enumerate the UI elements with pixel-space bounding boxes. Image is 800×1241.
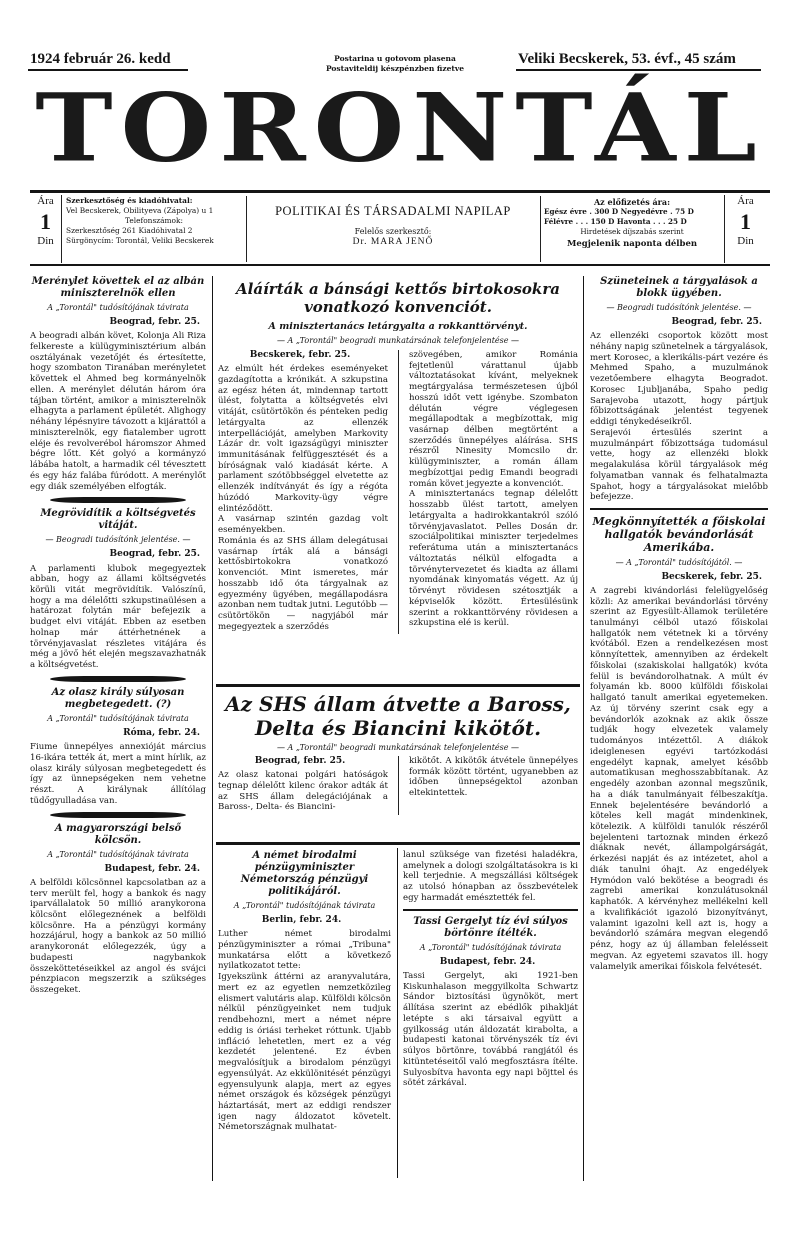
ports-body-right: kikötőt. A kikötők átvétele ünnepélyes formák között történt, ugyanebben az időben ünnepségektol azonban eltekintettek.: [408, 756, 578, 799]
phone-line-2: Sürgönycím: Torontál, Veliki Becskerek: [66, 236, 214, 245]
center-rule-2: [216, 842, 580, 845]
volume-underline: [516, 69, 761, 71]
article-budget-body: A parlamenti klubok megegyeztek abban, hogy az állami költségvetés körüli vitát megrövidítik. Valószínű, hogy a ma délelőtti szkupstinaülésen a határozat folytán már befejezik a budget elvi vitáját. Ebben az esetben holnap már áttérhetnének a törvényjavaslat részletes vitájára és még a jövő hét elején megszavazhatnák a költségvetést.: [30, 563, 206, 671]
newspaper-title: TORONTÁL: [35, 72, 765, 183]
blokk-title: Szüneteinek a tárgyalások a blokk ügyében.: [600, 276, 758, 299]
phone-line-1: Szerkesztőség 261 Kiadóhivatal 2: [66, 226, 193, 235]
tassi-dateline: Budapest, febr. 24.: [439, 956, 536, 967]
tassi-source: A „Torontál" tudósítójának távirata: [419, 942, 562, 952]
price-value-right: 1: [740, 208, 751, 234]
price-box-right: [724, 195, 766, 263]
price-label-left: Ára: [37, 195, 54, 207]
students-dateline: Becskerek, febr. 25.: [661, 571, 762, 582]
german-minister-continued: lanul szüksége van fizetési haladékra, amelynek a dologi szolgáltatásokra is ki kell terjednie. A megszállási költségek az utolsó hónapban az összbevételek egy harmadát emésztették fel.: [403, 850, 578, 903]
article-budget-dateline: Beograd, febr. 25.: [109, 549, 200, 560]
ports-dateline: Beograd, febr. 25.: [254, 756, 346, 766]
issue-date: 1924 február 26. kedd: [30, 51, 171, 67]
blokk-body: Az ellenzéki csoportok között most néhány napig szünetelnek a tárgyalások, mert Korosec, a klerikális-párt vezére és Mehmed Spaho, a muzulmánok vezetőembere elhagyta Beogradot. Korosec Ljubljanába, Spaho pedig Sarajevoba utazott, hogy pártjuk főbizottságának jelentést tegyenek eddigi ténykedéseikről. Serajevói értesülés szerint a muzulmánpárt főbizottsága tudomásul vette, hogy az ellenzéki blokk megalakulása körül tárgyalások még folyamatban vannak és felhatalmazta Spahot, hogy a tárgyalásokat mielőbb befejezze.: [590, 331, 768, 503]
postal-line-1: Postarina u gotovom plasena: [334, 54, 456, 63]
date-underline: [28, 69, 188, 71]
thick-rule: [590, 508, 768, 510]
column-divider-1: [212, 276, 213, 1181]
city-volume: Veliki Becskerek, 53. évf., 45 szám: [518, 51, 736, 67]
price-box-left: [30, 195, 62, 263]
subscription-box: [544, 197, 720, 263]
appears-line: Megjelenik naponta délben: [566, 239, 698, 249]
price-unit-left: Din: [37, 234, 54, 247]
postal-line-2: Postaviteldij készpénzben fizetve: [325, 64, 465, 73]
article-budget-source: — Beogradi tudósítónk jelentése. —: [45, 535, 191, 545]
ads-line: Hirdetések díjszabás szerint: [580, 227, 684, 236]
price-unit-right: Din: [737, 234, 754, 247]
phone-title: Telefonszámok:: [125, 216, 183, 225]
ports-title: Az SHS állam átvette a Baross, Delta és Biancini kikötőt.: [225, 692, 571, 740]
editor-label: Felelős szerkesztő:: [354, 226, 432, 236]
convention-source: — A „Torontál" beogradi munkatársának telefonjelentése —: [276, 335, 520, 345]
german-minister-title: A német birodalmi pénzügyminiszter Németország pénzügyi politikájáról.: [240, 850, 369, 897]
info-bar-bottom-rule: [30, 264, 770, 266]
convention-subtitle: A minisztertanács letárgyalta a rokkanttörvényt.: [268, 321, 528, 332]
article-loan-title: A magyarországi belső kölcsön.: [54, 822, 182, 846]
info-divider-1: [246, 196, 247, 262]
tassi-title: Tassi Gergelyt tíz évi súlyos börtönre ítélték.: [413, 915, 568, 939]
center-lower-right: [403, 850, 578, 1178]
ornament-divider: [50, 497, 186, 503]
convention-body-right: szövegében, amikor Románia fejtetlenül várattanul újabb változtatásokat kívánt, melyeknek megtárgyalása természetesen újból hosszú időt vett igénybe. Szombaton délután végre véglegesen megállapodtak a megbízottak, mig vasárnap délben megtörtént a szerződés ünnepélyes aláírása. SHS részről Ninesity Momcsilo dr. külügyminiszter, a román állam megbízottjai pedig Emandi beogradi román követ jegyezte a konvenciót. A minisztertanács tegnap délelőtt hosszabb ülést tartott, amelyen letárgyalta a hadirokkantakról szóló törvényjavaslatot. Pelles Dosán dr. szociálpolitikai miniszter terjedelmes referátuma után a minisztertanács változtatás nélkül elfogadta a törvénytervezetet és kiadta az állami nyomdának kinyomatás végett. Az új törvényt rövidesen szétosztják a képviselők között. Értesülésünk szerint a rokkanttörvény rövidesen a szkupstina elé is kerül.: [408, 349, 578, 629]
article-albanian-source: A „Torontál" tudósítójának távirata: [47, 303, 189, 312]
column-1: [30, 276, 206, 1181]
article-albanian-title: Merénylet követtek el az albán miniszterelnök ellen: [31, 276, 205, 299]
students-source: — A „Torontál" tudósítójától. —: [615, 557, 743, 567]
article-budget-title: Megrövidítik a költségvetés vitáját.: [40, 508, 196, 532]
german-minister-dateline: Berlin, febr. 24.: [261, 915, 342, 925]
article-king-body: Fiume ünnepélyes annexióját március 16-ikára tették át, mert a mint hírlik, az olasz király súlyosan megbetegedett és így az ünnepségeken nem vehetne részt. A királynak állítólag tüdőgyulladása van.: [30, 742, 206, 806]
tassi-body: Tassi Gergelyt, aki 1921-ben Kiskunhalason meggyilkolta Schwartz Sándor biztosítási ügynököt, mert állítása szerint az ebédlők pihaklját letépte s aki társaival együtt a gyilkosság után áldozatát kirabolta, a budapesti katonai törvényszék tíz évi súlyos börtönre, továbbá rangjától és kitüntetéseitől való megfosztásra ítélte. Sulyosbítva havonta egy napi böjttel és sötét zárkával.: [403, 970, 578, 1089]
office-title: Szerkesztőség és kiadóhivatal:: [66, 196, 193, 205]
german-minister-source: A „Torontál" tudósítójának távirata: [233, 901, 376, 910]
column-4: [590, 276, 768, 1181]
center-top-article: [218, 280, 578, 680]
ornament-divider: [50, 812, 186, 818]
newspaper-subtitle: POLITIKAI ÉS TÁRSADALMI NAPILAP: [275, 204, 511, 218]
office-address: Vel Becskerek, Obilityeva (Zápolya) u 1: [66, 206, 214, 215]
german-minister-body: Luther német birodalmi pénzügyminiszter a római „Tribuna" munkatársa előtt a következő nyilatkozatot tette: Igyekszünk áttérni az aranyvalutára, mert ez az egyetlen nemzetközileg elismert valutáris alap. Külföldi kölcsön nélkül pénzügyeinket nem tudjuk rendbehozni, mert a német népre eddig is óriási terheket róttunk. Ujabb infláció lehetetlen, mert ez a vég kezdetét jelentené. Ez évben megvalósítjuk a birodalom pénzügyi egyensúlyát. Az ekkülönitését pénzügyi egyensulyunk alapja, mert az egyes német országok és községek pénzügyi háztartását, mert az eddigi rendszer igen nagy áldozatot követelt. Németországnak mulhatat-: [218, 929, 391, 1133]
article-albanian-dateline: Beograd, febr. 25.: [109, 317, 200, 327]
center-rule-1: [216, 684, 580, 687]
ports-body-left: Az olasz katonai polgári hatóságok tegnap délelőtt kilenc órakor adták át az SHS állam delegációjának a Baross-, Delta- és Biancini-: [218, 770, 388, 813]
price-label-right: Ára: [737, 195, 754, 207]
article-albanian-body: A beogradi albán követ, Kolonja Ali Riza felkereste a külügyminisztérium albán osztályának vezetőjét és értesítette, hogy szombaton Tiranában merényletet követtek el Ahmed beg kormányelnök ellen. A merénylet délután három óra tájban történt, amikor a miniszterelnök elhagyta a parlament épületét. Alighogy néhány lépésnyire távozott a kijárattól a miniszterelnök, egy fiatalember ugrott eléje és revolverébol háromszor Ahmed bégre lőtt. Két golyó a kormányzó lábába hatolt, a harmadik cél tévesztett és egy ház falába fúródott. A merénylőt egy diák személyében elfogták.: [30, 331, 206, 492]
ports-source: — A „Torontál" beogradi munkatársának telefonjelentése —: [276, 743, 520, 752]
article-king-title: Az olasz király súlyosan megbetegedett. (?): [51, 686, 185, 710]
price-value-left: 1: [40, 208, 51, 234]
office-box: [66, 196, 242, 262]
article-loan-dateline: Budapest, febr. 24.: [104, 863, 200, 874]
editor-name: Dr. MARA JENŐ: [352, 236, 434, 247]
ornament-divider: [50, 676, 186, 682]
blokk-dateline: Beograd, febr. 25.: [671, 317, 762, 327]
subscription-row-2: Félévre . . . 150 D Havonta . . . 25 D: [544, 217, 687, 226]
thick-rule: [403, 909, 578, 911]
column-divider-3: [583, 276, 584, 1181]
students-body: A zagrebi kivándorlási felelügyelőség közli: Az amerikai bevándorlási törvény szerint az Egyesült-Államok területére tanulmányi célból utazó főiskolai hallgatók nem vétetnek ki a törvény kvótából. Ezen a rendelkezésen most könnyítettek, amennyiben az érdekelt főiskolai (szakiskolai hallgatók) kvóta felül is bevándorolhatnak. A múlt év folyamán kb. 8000 külföldi főiskolai hallgató tanult amerikai egyetemeken. Az új törvény szerint csak egy a bevándorlók azoknak az akik össze tudják hogy elvezetek valamely tudományos intézettől. A diákok ideiglenesen egyévi tartózkodási engedélyt kapnak, amelyet később automatikusan meghosszabbítanak. Az engedély azonban azonnal megszűnik, ha a diák tanulmányait félbeszakítja. Ennek bejelentésére bevándorló a köteles kell magát mindenkinek, kötelezik. A külföldi tanulók részéről bejelenteni tartoznak minden érkező diáknak nevét, állampolgárságát, érkezési napját és az intézetet, ahol a diák tanulni óhajt. Az engedélyek Hymódon való bekötése a beogradi és zagrebi amerikai konzulátusoknál kaphatók. A kérvényhez mellékelni kell a kvalifikációt igazoló bizonyítványt, valamint igazolni kell azt is, hogy a bevándorló számára megvan elegendő pénz, hogy az új államban felelésseit megvan. Az egyetemi szavatos ill. hogy valamelyik amerikai főiskola felvétesét.: [590, 585, 768, 972]
center-lower-left: [218, 850, 391, 1178]
masthead-rule-thick: [30, 190, 770, 193]
info-divider-2: [540, 196, 541, 262]
article-loan-source: A „Torontál" tudósítójának távirata: [47, 849, 189, 859]
center-divider-lower: [397, 848, 398, 1178]
students-title: Megkönnyítették a főiskolai hallgatók bevándorlását Amerikába.: [592, 515, 766, 555]
article-loan-body: A belföldi kölcsönnel kapcsolatban az a terv merült fel, hogy a bankok és nagy iparvállalatok 50 millió aranykorona kölcsönt előlegeznének a belföldi kölcsönre. Ha a pénzügyi kormány hozzájárul, hogy a bankok az 50 millió aranykoronát előlegezzék, úgy a budapesti nagybankok összeköttetéseikkel az angol és svájci pénzpiacon megszerzik a szükséges összegeket.: [30, 877, 206, 996]
blokk-source: — Beogradi tudósítónk jelentése. —: [606, 303, 752, 312]
convention-dateline: Becskerek, febr. 25.: [249, 349, 351, 360]
subscription-row-1: Egész évre . 300 D Negyedévre . 75 D: [544, 207, 694, 216]
center-mid-article: [218, 692, 578, 838]
subscription-title: Az előfizetés ára:: [593, 197, 671, 207]
convention-title: Aláírták a bánsági kettős birtokosokra vonatkozó konvenciót.: [236, 280, 560, 316]
subtitle-box: [248, 196, 538, 262]
convention-body-left: Az elmúlt hét érdekes eseményeket gazdagította a krónikát. A szkupstina az egész héten át, mindennap tartott ülést, folytatta a költségvetés elvi vitáját, csütörtökön és pénteken pedig letárgyalta az ellenzék interpellációját, amelyben Markovity Lázár dr. volt igazságügyi miniszter immunitásának felfüggesztését és a bíróságnak való kiadását kérte. A parlament szótöbbséggel elvetette az ellenzék indítványát és így a régóta húzódó Markovity-ügy végre elintéződött. A vasárnap szintén gazdag volt eseményekben. Románia és az SHS állam delegátusai vasárnap írták alá a bánsági kettősbirtokokra vonatkozó konvenciót. Mint ismeretes, már hosszabb idő óta tárgyalnak az egyezmény ügyében, megállapodásra azonban nem tudtak jutni. Legutóbb — csütörtökön — nagyjából már megegyeztek a szerződés: [218, 364, 388, 632]
article-king-source: A „Torontál" tudósítójának távirata: [47, 713, 189, 723]
article-king-dateline: Róma, febr. 24.: [123, 727, 200, 738]
